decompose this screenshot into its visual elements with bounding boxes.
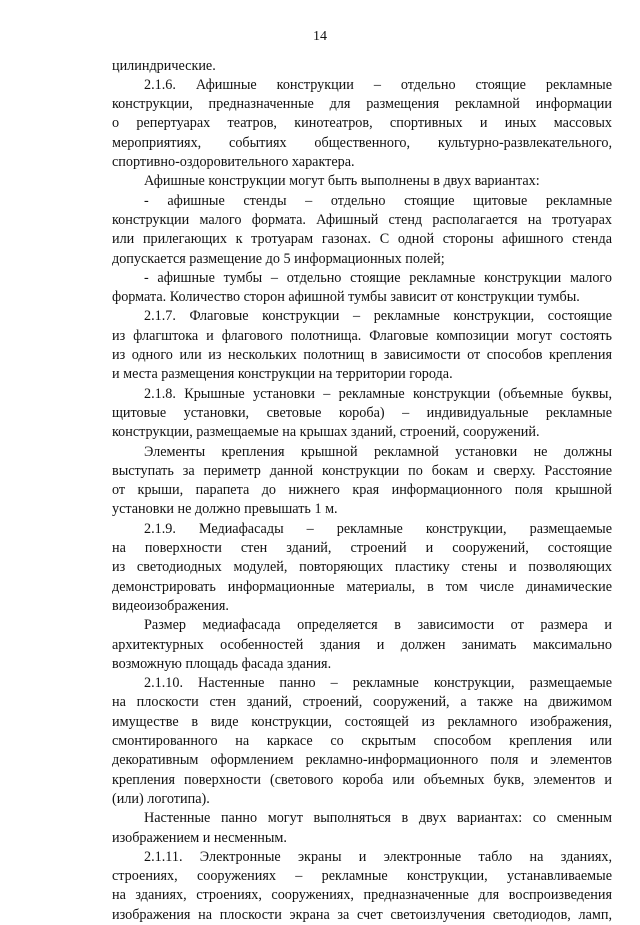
text-line: на поверхности стен зданий, строений и сооружений, состоящие	[112, 540, 612, 556]
text-line: из светодиодных модулей, повторяющих пластику стены и позволяющих	[112, 559, 612, 576]
text-line: 2.1.11. Электронные экраны и электронные табло на зданиях,	[144, 848, 612, 865]
text-line: щитовые установки, световые короба) – индивидуальные рекламные	[112, 404, 612, 421]
text-line: допускается размещение до 5 информационных полей;	[112, 250, 445, 267]
text-line: конструкции, предназначенные для размещения рекламной информации	[112, 96, 612, 113]
text-line: 2.1.10. Настенные панно – рекламные конструкции, размещаемые	[144, 675, 612, 692]
text-line: смонтированного на каркасе со скрытым способом крепления или	[112, 733, 612, 749]
text-line: выступать за периметр данной конструкции по бокам и сверху. Расстояние	[112, 462, 612, 479]
text-line: конструкции малого формата. Афишный стенд располагается на тротуарах	[112, 211, 612, 228]
text-line: от крыши, парапета до нижнего края информационного поля крышной	[112, 482, 612, 499]
text-line: Настенные панно могут выполняться в двух вариантах: со сменным	[144, 810, 612, 827]
text-line: Размер медиафасада определяется в зависимости от размера и	[144, 617, 612, 634]
text-line: декоративным оформлением рекламно-информационного поля и элементов	[112, 752, 612, 769]
text-line: установки не должно превышать 1 м.	[112, 501, 338, 518]
text-line: 2.1.8. Крышные установки – рекламные конструкции (объемные буквы,	[144, 385, 612, 402]
text-line: формата. Количество сторон афишной тумбы зависит от конструкции тумбы.	[112, 289, 580, 306]
text-line: строениях, сооружениях – рекламные конструкции, устанавливаемые	[112, 868, 612, 885]
text-line: - афишные стенды – отдельно стоящие щитовые рекламные	[144, 192, 612, 209]
text-line: изображением и несменным.	[112, 829, 287, 846]
text-line: крепления поверхности (светового короба или объемных букв, элементов и	[112, 771, 612, 788]
text-line: конструкции, размещаемые на крышах зданий, строений, сооружений.	[112, 424, 540, 441]
text-line: 2.1.7. Флаговые конструкции – рекламные конструкции, состоящие	[144, 308, 612, 325]
page-number: 14	[313, 29, 327, 44]
text-line: имуществе в виде конструкции, состоящей из рекламного изображения,	[112, 713, 612, 730]
text-line: Афишные конструкции могут быть выполнены в двух вариантах:	[144, 173, 540, 190]
text-line: архитектурных особенностей здания и должен занимать максимально	[112, 636, 612, 653]
text-line: возможную площадь фасада здания.	[112, 655, 332, 672]
text-line: или прилегающих к тротуарам газонах. С одной стороны афишного стенда	[112, 231, 612, 248]
text-line: 2.1.6. Афишные конструкции – отдельно стоящие рекламные	[144, 76, 612, 93]
text-line: из одного или из нескольких полотнищ в зависимости от способов крепления	[112, 347, 612, 363]
text-line: Элементы крепления крышной рекламной установки не должны	[144, 443, 612, 460]
text-line: (или) логотипа).	[112, 790, 210, 807]
text-line: о репертуарах театров, кинотеатров, спортивных и иных массовых	[112, 115, 612, 132]
text-line: мероприятиях, событиях общественного, культурно-развлекательного,	[112, 134, 612, 151]
text-line: видеоизображения.	[112, 597, 229, 614]
text-line: изображения на плоскости экрана за счет светоизлучения светодиодов, ламп,	[112, 906, 612, 923]
text-line: из флагштока и флагового полотнища. Флаговые композиции могут состоять	[112, 327, 612, 344]
text-line: на плоскости стен зданий, строений, сооружений, а также на движимом	[112, 694, 612, 711]
text-line: 2.1.9. Медиафасады – рекламные конструкции, размещаемые	[144, 520, 612, 537]
text-line: - афишные тумбы – отдельно стоящие рекламные конструкции малого	[144, 269, 612, 286]
text-line: на зданиях, строениях, сооружениях, предназначенные для воспроизведения	[112, 887, 612, 904]
text-line: демонстрировать информационные материалы, в том числе динамические	[112, 578, 612, 595]
text-line: спортивно-оздоровительного характера.	[112, 154, 355, 170]
text-line: цилиндрические.	[112, 57, 216, 74]
text-line: и места размещения конструкции на территории города.	[112, 366, 453, 383]
